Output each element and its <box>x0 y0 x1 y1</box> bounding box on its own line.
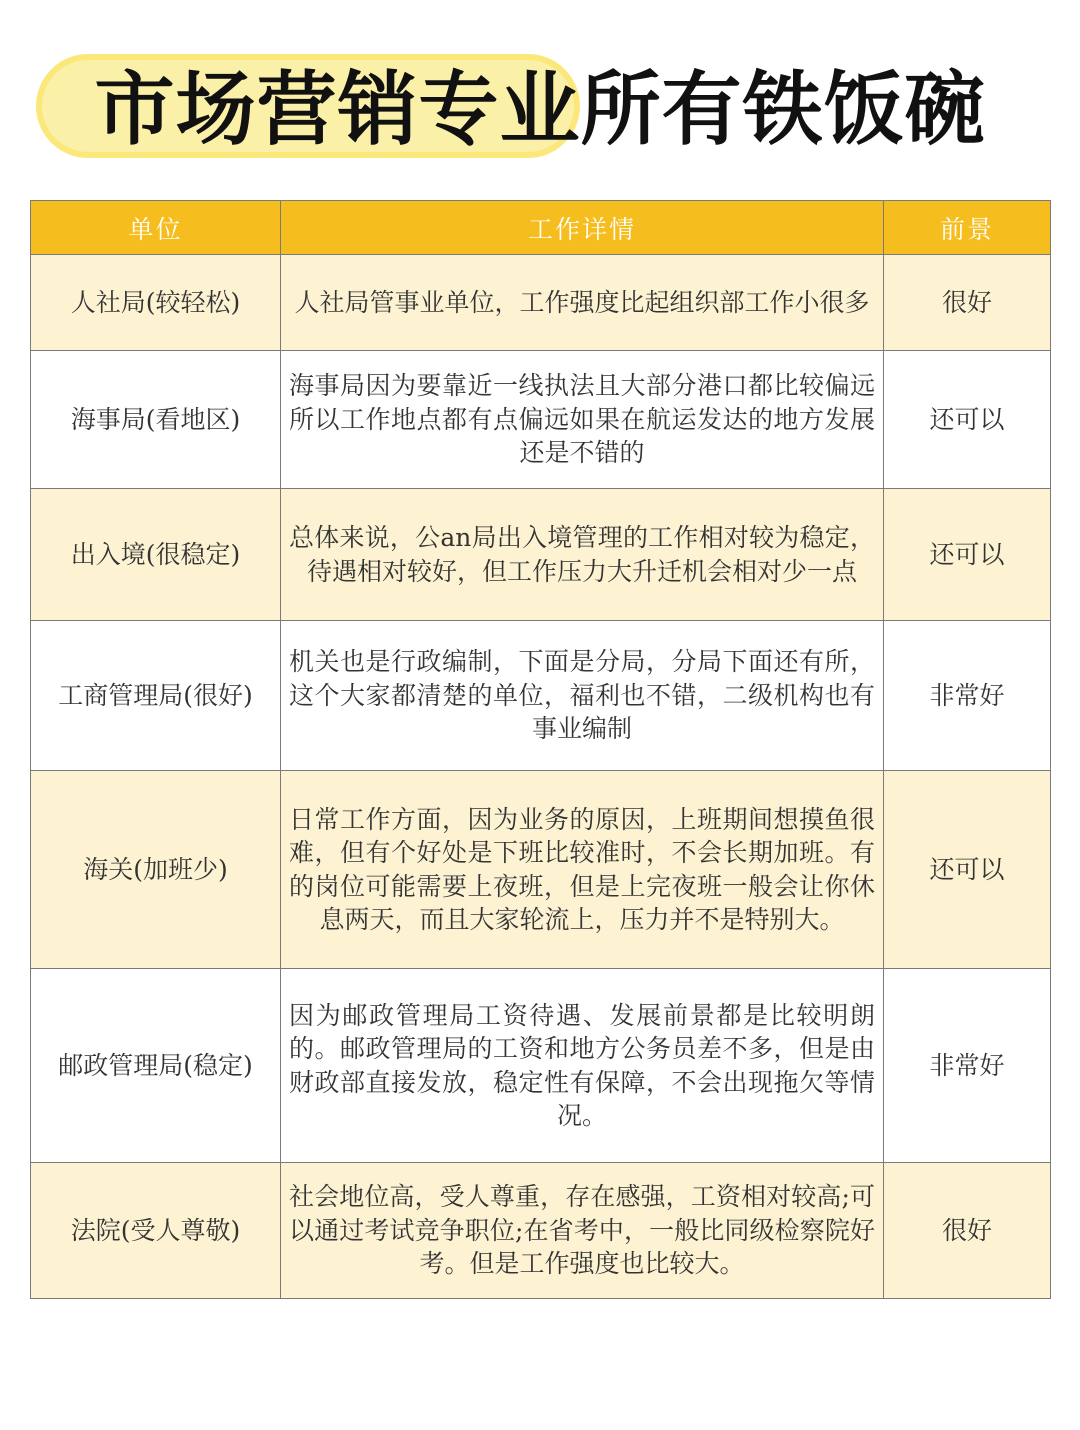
detail-cell: 总体来说，公an局出入境管理的工作相对较为稳定，待遇相对较好，但工作压力大升迁机会相对少一点 <box>281 489 884 621</box>
unit-cell: 邮政管理局(稳定) <box>31 969 281 1163</box>
table-row <box>31 771 1051 969</box>
table-header-row <box>31 201 1051 255</box>
table-row <box>31 969 1051 1163</box>
title-area <box>0 40 1080 180</box>
column-header-detail: 工作详情 <box>281 201 884 255</box>
detail-cell: 社会地位高，受人尊重，存在感强，工资相对较高;可以通过考试竞争职位;在省考中，一般比同级检察院好考。但是工作强度也比较大。 <box>281 1163 884 1299</box>
outlook-cell: 还可以 <box>884 351 1051 489</box>
table-row <box>31 489 1051 621</box>
detail-cell: 人社局管事业单位，工作强度比起组织部工作小很多 <box>281 255 884 351</box>
unit-cell: 工商管理局(很好) <box>31 621 281 771</box>
unit-cell: 海关(加班少) <box>31 771 281 969</box>
table-row <box>31 621 1051 771</box>
detail-cell: 海事局因为要靠近一线执法且大部分港口都比较偏远所以工作地点都有点偏远如果在航运发达的地方发展还是不错的 <box>281 351 884 489</box>
table-row <box>31 1163 1051 1299</box>
column-header-outlook: 前景 <box>884 201 1051 255</box>
unit-cell: 人社局(较轻松) <box>31 255 281 351</box>
outlook-cell: 非常好 <box>884 621 1051 771</box>
outlook-cell: 还可以 <box>884 771 1051 969</box>
unit-cell: 海事局(看地区) <box>31 351 281 489</box>
table-row <box>31 351 1051 489</box>
detail-cell: 因为邮政管理局工资待遇、发展前景都是比较明朗的。邮政管理局的工资和地方公务员差不多，但是由财政部直接发放，稳定性有保障，不会出现拖欠等情况。 <box>281 969 884 1163</box>
unit-cell: 法院(受人尊敬) <box>31 1163 281 1299</box>
page-title: 市场营销专业所有铁饭碗 <box>94 63 986 156</box>
unit-cell: 出入境(很稳定) <box>31 489 281 621</box>
column-header-unit: 单位 <box>31 201 281 255</box>
detail-cell: 机关也是行政编制，下面是分局，分局下面还有所，这个大家都清楚的单位，福利也不错，二级机构也有事业编制 <box>281 621 884 771</box>
outlook-cell: 还可以 <box>884 489 1051 621</box>
outlook-cell: 非常好 <box>884 969 1051 1163</box>
detail-cell: 日常工作方面，因为业务的原因，上班期间想摸鱼很难，但有个好处是下班比较准时，不会长期加班。有的岗位可能需要上夜班，但是上完夜班一般会让你休息两天，而且大家轮流上，压力并不是特别大。 <box>281 771 884 969</box>
outlook-cell: 很好 <box>884 1163 1051 1299</box>
jobs-table <box>30 200 1051 1299</box>
table-row <box>31 255 1051 351</box>
outlook-cell: 很好 <box>884 255 1051 351</box>
